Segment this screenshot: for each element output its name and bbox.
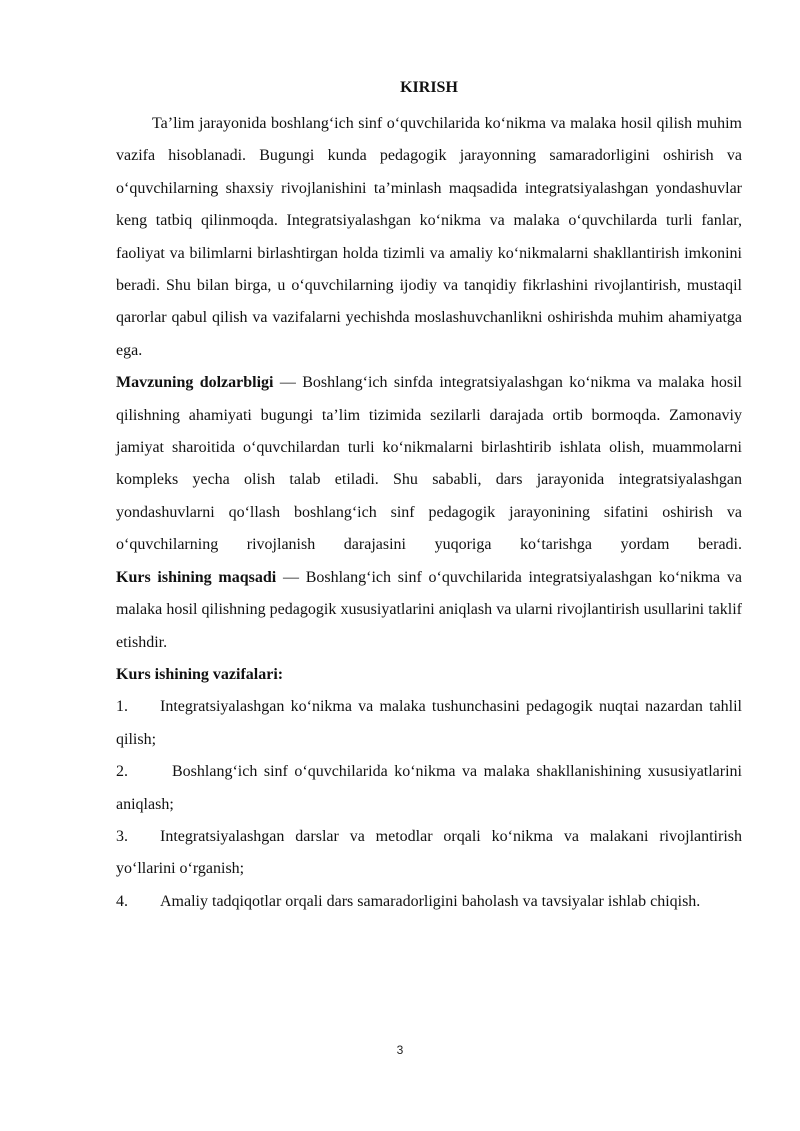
list-item-number: 2. — [116, 763, 128, 781]
page-title: KIRISH — [400, 79, 458, 96]
goal-text: — Boshlang‘ich sinf o‘quvchilarida integratsiyalashgan ko‘nikma va malaka hosil qilishning pedagogik xususiyatlarini aniqlash va ularni rivojlantirish usullarini taklif etishdir. — [116, 568, 742, 651]
list-item — [116, 691, 742, 756]
list-item — [116, 886, 742, 918]
list-item-text: Boshlang‘ich sinf o‘quvchilarida ko‘nikma va malaka shakllanishining xususiyatlarini aniqlash; — [116, 763, 742, 813]
goal-paragraph — [116, 562, 742, 659]
list-item-number: 3. — [116, 827, 128, 845]
list-item-number: 4. — [116, 892, 128, 910]
tasks-heading-paragraph — [116, 659, 742, 691]
list-item-number: 1. — [116, 698, 128, 716]
goal-heading: Kurs ishining maqsadi — [116, 568, 277, 586]
list-item-text: Integratsiyalashgan darslar va metodlar orqali ko‘nikma va malakani rivojlantirish yo‘llarini o‘rganish; — [116, 827, 742, 878]
tasks-heading: Kurs ishining vazifalari: — [116, 665, 284, 683]
relevance-heading: Mavzuning dolzarbligi — [116, 374, 274, 392]
list-item — [116, 821, 742, 886]
intro-paragraph: Ta’lim jarayonida boshlang‘ich sinf o‘quvchilarida ko‘nikma va malaka hosil qilish muhim vazifa hisoblanadi. Bugungi kunda pedagogik jarayonning samaradorligini oshirish va o‘quvchilarning shaxsiy rivojlanishini ta’minlash maqsadida integratsiyalashgan yondashuvlar keng tatbiq qilinmoqda. Integratsiyalashgan ko‘nikma va malaka o‘quvchilarda turli fanlar, faoliyat va bilimlarni birlashtirgan holda tizimli va amaliy ko‘nikmalarni shakllantirish imkonini beradi. Shu bilan birga, u o‘quvchilarning ijodiy va tanqidiy fikrlashini rivojlantirish, mustaqil qarorlar qabul qilish va vazifalarni yechishda moslashuvchanlikni oshirishda muhim ahamiyatga ega. — [116, 115, 742, 359]
page-number: 3 — [396, 1043, 404, 1057]
list-item-text: Integratsiyalashgan ko‘nikma va malaka tushunchasini pedagogik nuqtai nazardan tahlil qilish; — [116, 698, 742, 748]
list-item — [116, 756, 742, 821]
relevance-paragraph — [116, 367, 742, 561]
relevance-text: — Boshlang‘ich sinfda integratsiyalashgan ko‘nikma va malaka hosil qilishning ahamiyati bugungi ta’lim tizimida sezilarli darajada ortib bormoqda. Zamonaviy jamiyat sharoitida o‘quvchilardan turli ko‘nikmalarni birlashtirib ishlata olish, muammolarni kompleks yecha olish talab etiladi. Shu sababli, dars jarayonida integratsiyalashgan yondashuvlarni qo‘llash boshlang‘ich sinf pedagogik jarayonining sifatini oshirish va o‘quvchilarning rivojlanish darajasini yuqoriga ko‘tarishga yordam beradi. — [116, 374, 743, 554]
list-item-text: Amaliy tadqiqotlar orqali dars samaradorligini baholash va tavsiyalar ishlab chiqish. — [160, 892, 701, 910]
document-page — [116, 74, 742, 918]
